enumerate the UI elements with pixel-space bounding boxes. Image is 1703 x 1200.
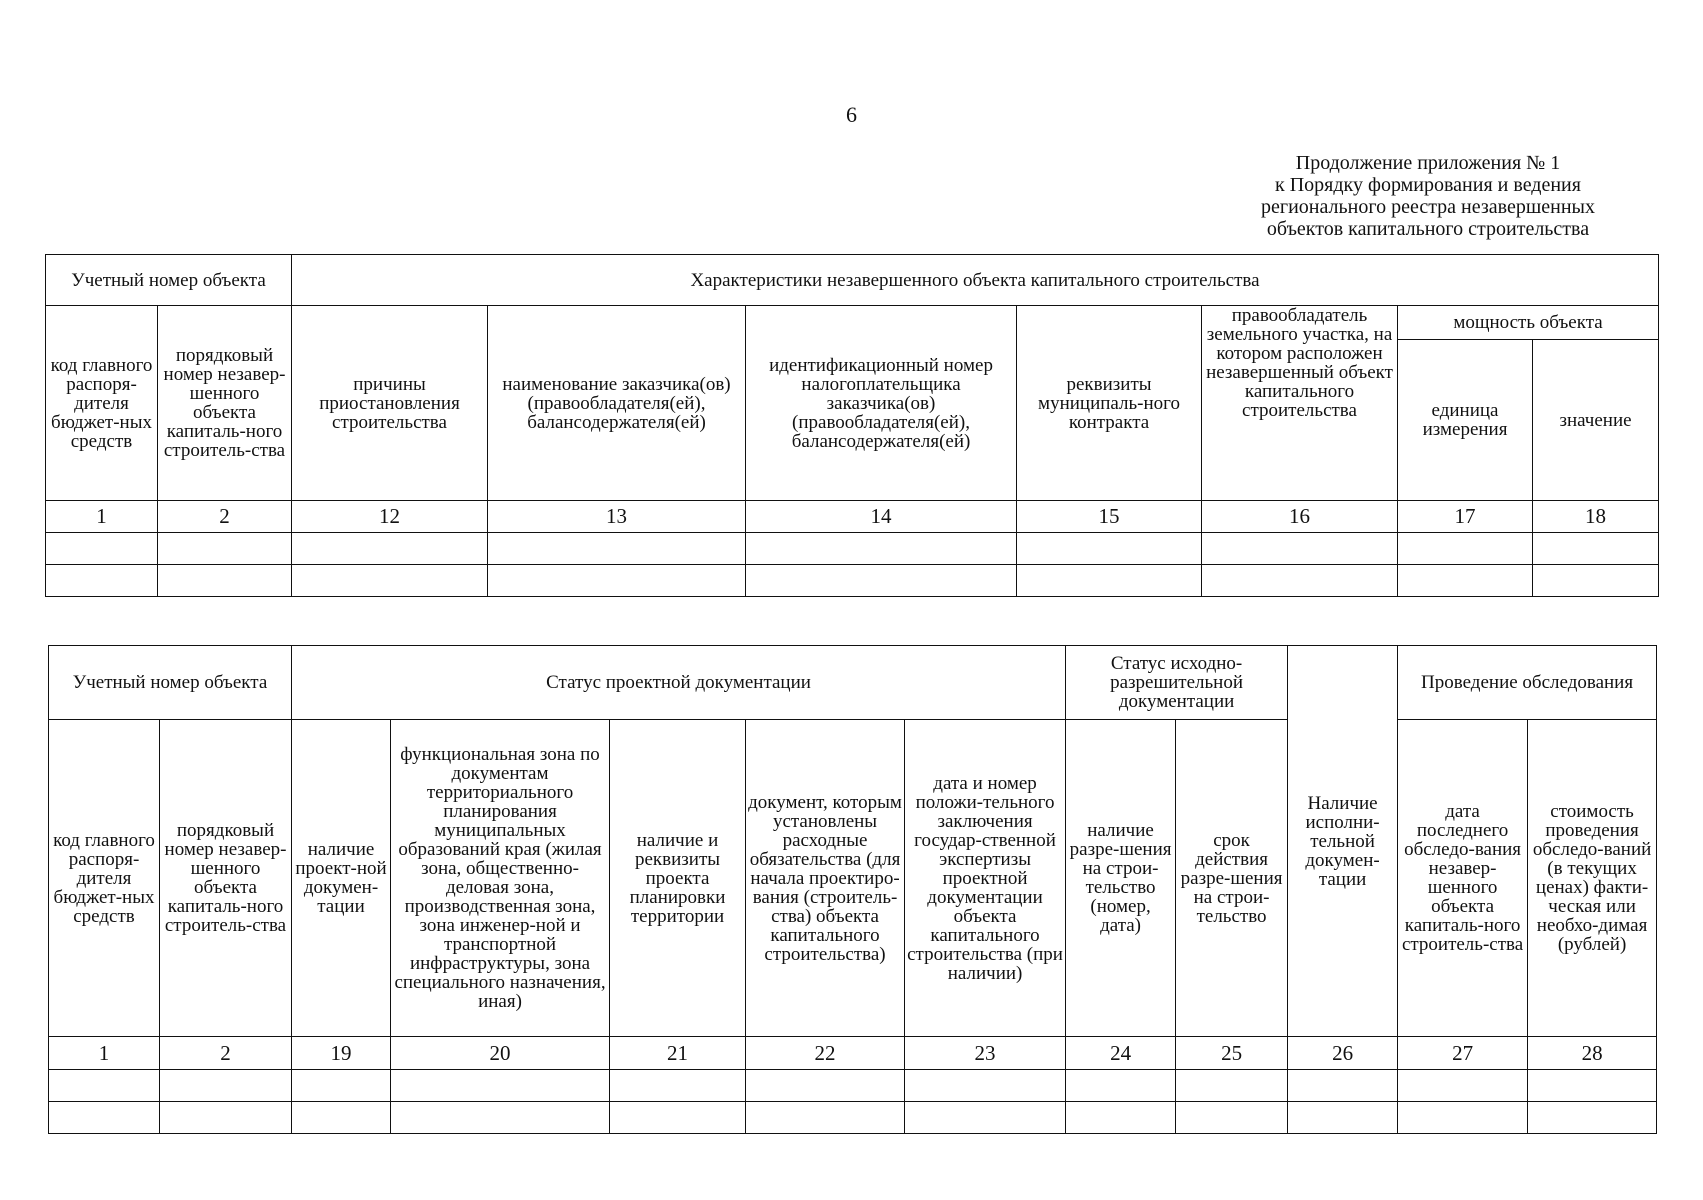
table-cell[interactable] [1533, 533, 1659, 565]
appendix-line: Продолжение приложения № 1 [1295, 152, 1561, 174]
column-number: 17 [1398, 501, 1533, 533]
header-funktsionalnaya-zona: функциональная зона по документам территориального планирования муниципальных образований края (жилая зона, общественно-деловая зона, производственная зона, зона инженер-ной и транспортной инфраструктуры, зона специального назначения, иная) [391, 720, 610, 1037]
table-row [46, 533, 1659, 565]
table-cell[interactable] [160, 1070, 292, 1102]
header-nalichie-ispolnitelnoy: Наличие исполни-тельной докумен-тации [1288, 646, 1398, 1037]
table-cell[interactable] [1528, 1070, 1657, 1102]
header-nalichie-proektnoy: наличие проект-ной докумен-тации [292, 720, 391, 1037]
header-poryadkovy-nomer: порядковый номер незавер-шенного объекта капиталь-ного строитель-ства [158, 306, 292, 501]
table-cell[interactable] [1398, 533, 1533, 565]
table-cell[interactable] [292, 565, 488, 597]
table-cell[interactable] [746, 1102, 905, 1134]
table-cell[interactable] [1017, 533, 1202, 565]
table-cell[interactable] [746, 1070, 905, 1102]
characteristics-table [45, 254, 1659, 597]
table-cell[interactable] [49, 1070, 160, 1102]
table-cell[interactable] [158, 565, 292, 597]
header-uchetny-nomer: Учетный номер объекта [46, 255, 292, 306]
appendix-line: к Порядку формирования и ведения [1275, 174, 1581, 196]
table-cell[interactable] [1176, 1070, 1288, 1102]
table-cell[interactable] [1398, 1102, 1528, 1134]
header-ekspertiza: дата и номер положи-тельного заключения государ-ственной экспертизы проектной документации объекта капитального строительства (при наличии) [905, 720, 1066, 1037]
column-number: 23 [905, 1037, 1066, 1070]
header-srok-razresheniya: срок действия разре-шения на строи-тельство [1176, 720, 1288, 1037]
table-cell[interactable] [1398, 1070, 1528, 1102]
column-number: 12 [292, 501, 488, 533]
table-cell[interactable] [1533, 565, 1659, 597]
header-razreshenie: наличие разре-шения на строи-тельство (номер, дата) [1066, 720, 1176, 1037]
table-row [49, 1070, 1657, 1102]
column-number: 13 [488, 501, 746, 533]
table-cell[interactable] [1288, 1102, 1398, 1134]
header-rekvizity-kontrakta: реквизиты муниципаль-ного контракта [1017, 306, 1202, 501]
table-cell[interactable] [46, 565, 158, 597]
column-number: 18 [1533, 501, 1659, 533]
table-cell[interactable] [46, 533, 158, 565]
header-kod-rasporyaditelya: код главного распоря-дителя бюджет-ных средств [46, 306, 158, 501]
appendix-heading [1203, 152, 1653, 240]
header-poryadkovy-nomer: порядковый номер незавер-шенного объекта капиталь-ного строитель-ства [160, 720, 292, 1037]
table-cell[interactable] [1066, 1070, 1176, 1102]
header-provedenie-obsledovaniya: Проведение обследования [1398, 646, 1657, 720]
table-cell[interactable] [1176, 1102, 1288, 1134]
header-status-proektnoy: Статус проектной документации [292, 646, 1066, 720]
appendix-line: объектов капитального строительства [1266, 218, 1590, 240]
table-cell[interactable] [746, 565, 1017, 597]
column-number: 22 [746, 1037, 905, 1070]
column-number: 24 [1066, 1037, 1176, 1070]
header-znachenie: значение [1533, 340, 1659, 501]
column-number: 21 [610, 1037, 746, 1070]
header-characteristics: Характеристики незавершенного объекта капитального строительства [292, 255, 1659, 306]
column-number: 2 [160, 1037, 292, 1070]
table-cell[interactable] [1528, 1102, 1657, 1134]
header-planirovka: наличие и реквизиты проекта планировки территории [610, 720, 746, 1037]
header-dokument-obyazatelstva: документ, которым установлены расходные обязательства (для начала проектиро-вания (строитель-ства) объекта капитального строительства) [746, 720, 905, 1037]
column-number: 15 [1017, 501, 1202, 533]
column-number: 26 [1288, 1037, 1398, 1070]
header-naimenovanie-zakazchika: наименование заказчика(ов) (правообладателя(ей), балансодержателя(ей) [488, 306, 746, 501]
column-number: 20 [391, 1037, 610, 1070]
header-stoimost-obsledovaniy: стоимость проведения обследо-ваний (в текущих ценах) факти-ческая или необхо-димая (рублей) [1528, 720, 1657, 1037]
table-cell[interactable] [1202, 565, 1398, 597]
table-cell[interactable] [1398, 565, 1533, 597]
header-uchetny-nomer: Учетный номер объекта [49, 646, 292, 720]
header-prichiny: причины приостановления строительства [292, 306, 488, 501]
header-pravoobladatel: правообладатель земельного участка, на котором расположен незавершенный объект капитального строительства [1202, 306, 1398, 501]
table-cell[interactable] [160, 1102, 292, 1134]
table-cell[interactable] [746, 533, 1017, 565]
table-cell[interactable] [292, 1070, 391, 1102]
table-cell[interactable] [1066, 1102, 1176, 1134]
page-number: 6 [846, 102, 857, 127]
table-cell[interactable] [488, 533, 746, 565]
column-number: 19 [292, 1037, 391, 1070]
table-cell[interactable] [610, 1102, 746, 1134]
table-cell[interactable] [158, 533, 292, 565]
header-data-obsledovaniya: дата последнего обследо-вания незавер-шенного объекта капиталь-ного строитель-ства [1398, 720, 1528, 1037]
column-number: 16 [1202, 501, 1398, 533]
table-cell[interactable] [391, 1070, 610, 1102]
table-cell[interactable] [49, 1102, 160, 1134]
column-number: 14 [746, 501, 1017, 533]
table-cell[interactable] [905, 1102, 1066, 1134]
header-status-ishodno: Статус исходно-разрешительной документации [1066, 646, 1288, 720]
table-cell[interactable] [292, 1102, 391, 1134]
table-cell[interactable] [488, 565, 746, 597]
column-number: 27 [1398, 1037, 1528, 1070]
column-number: 28 [1528, 1037, 1657, 1070]
column-number: 25 [1176, 1037, 1288, 1070]
table-cell[interactable] [1017, 565, 1202, 597]
table-cell[interactable] [391, 1102, 610, 1134]
table-row [46, 565, 1659, 597]
table-cell[interactable] [905, 1070, 1066, 1102]
column-number: 2 [158, 501, 292, 533]
appendix-line: регионального реестра незавершенных [1261, 196, 1595, 218]
column-number: 1 [46, 501, 158, 533]
header-moshchnost: мощность объекта [1398, 306, 1659, 340]
header-edinitsa: единица измерения [1398, 340, 1533, 501]
table-cell[interactable] [1288, 1070, 1398, 1102]
table-row [49, 1102, 1657, 1134]
header-kod-rasporyaditelya: код главного распоря-дителя бюджет-ных средств [49, 720, 160, 1037]
table-cell[interactable] [1202, 533, 1398, 565]
documentation-status-table [48, 645, 1657, 1134]
column-number: 1 [49, 1037, 160, 1070]
table-cell[interactable] [610, 1070, 746, 1102]
header-inn: идентификационный номер налогоплательщика заказчика(ов) (правообладателя(ей), балансодержателя(ей) [746, 306, 1017, 501]
table-cell[interactable] [292, 533, 488, 565]
